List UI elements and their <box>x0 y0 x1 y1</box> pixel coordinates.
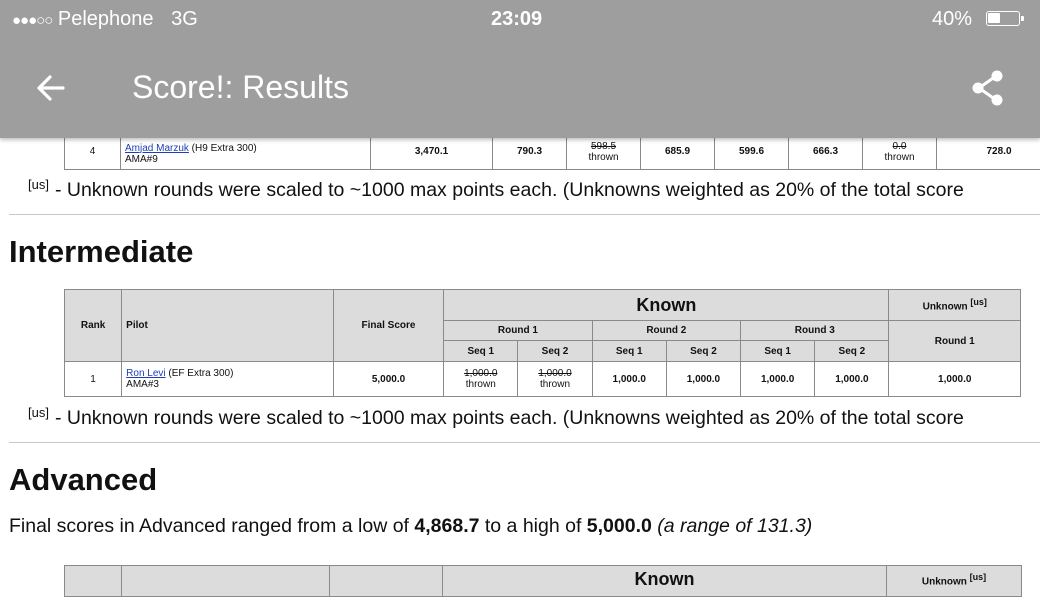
note-marker: [us] <box>28 405 49 420</box>
round3-header: Round 3 <box>741 321 889 341</box>
known-header: Known <box>443 566 887 597</box>
header-row <box>65 566 1022 597</box>
share-icon <box>968 68 1008 108</box>
pilot-id: AMA#3 <box>126 379 329 390</box>
unknown-header-marker: [us] <box>970 572 987 582</box>
seq2-header: Seq 2 <box>666 341 740 362</box>
advanced-title: Advanced <box>9 462 157 498</box>
thrown-score-cell <box>518 362 592 397</box>
unknown-rounds-note <box>28 177 964 202</box>
final-score-cell: 3,470.1 <box>371 134 493 170</box>
final-score-header <box>330 566 443 597</box>
status-bar <box>12 8 198 31</box>
top-results-table <box>64 133 1040 170</box>
header-row <box>65 290 1021 321</box>
pilot-plane: (EF Extra 300) <box>166 368 234 379</box>
range-low: 4,868.7 <box>414 515 479 537</box>
pilot-cell <box>121 134 371 170</box>
rank-header <box>65 566 122 597</box>
unknown-header-label: Unknown <box>922 576 967 587</box>
range-mid: to a high of <box>479 515 586 537</box>
score-cell: 666.3 <box>789 134 863 170</box>
seq1-header: Seq 1 <box>741 341 815 362</box>
thrown-label: thrown <box>867 152 932 163</box>
pilot-link[interactable]: Amjad Marzuk <box>125 143 189 154</box>
intermediate-title: Intermediate <box>9 234 193 270</box>
round2-header: Round 2 <box>592 321 740 341</box>
network-type: 3G <box>171 8 198 30</box>
rank-header: Rank <box>65 290 122 362</box>
score-cell: 599.6 <box>715 134 789 170</box>
unknown-score-cell: 728.0 <box>937 134 1040 170</box>
thrown-score-cell <box>444 362 518 397</box>
seq2-header: Seq 2 <box>815 341 889 362</box>
final-score-cell: 5,000.0 <box>333 362 443 397</box>
note-marker: [us] <box>28 177 49 192</box>
section-divider <box>9 214 1040 215</box>
seq1-header: Seq 1 <box>444 341 518 362</box>
thrown-score-value: 598.5 <box>571 141 636 152</box>
unknown-header-label: Unknown <box>923 302 968 313</box>
score-cell: 1,000.0 <box>741 362 815 397</box>
thrown-score-value: 0.0 <box>867 141 932 152</box>
carrier-name: Pelephone <box>58 8 154 30</box>
round1-header: Round 1 <box>444 321 592 341</box>
unknown-round1-header: Round 1 <box>889 321 1021 362</box>
range-high: 5,000.0 <box>587 515 652 537</box>
note-text: - Unknown rounds were scaled to ~1000 max points each. (Unknowns weighted as 20% of the total score <box>55 179 964 201</box>
seq2-header: Seq 2 <box>518 341 592 362</box>
score-cell: 685.9 <box>641 134 715 170</box>
final-score-header: Final Score <box>333 290 443 362</box>
thrown-label: thrown <box>448 379 513 390</box>
known-header: Known <box>444 290 889 321</box>
app-bar <box>0 0 1040 138</box>
rank-cell: 1 <box>65 362 122 397</box>
range-note: (a range of 131.3) <box>657 515 812 537</box>
thrown-score-value: 1,000.0 <box>448 368 513 379</box>
pilot-plane: (H9 Extra 300) <box>189 143 257 154</box>
score-cell: 1,000.0 <box>815 362 889 397</box>
battery-percent: 40% <box>932 8 972 31</box>
pilot-header: Pilot <box>122 290 334 362</box>
unknown-header-marker: [us] <box>970 297 987 307</box>
score-cell: 790.3 <box>493 134 567 170</box>
battery-icon <box>986 11 1020 26</box>
score-cell: 1,000.0 <box>592 362 666 397</box>
score-cell: 1,000.0 <box>666 362 740 397</box>
advanced-results-table <box>64 565 1022 597</box>
app-title: Score!: Results <box>132 69 349 106</box>
unknown-header <box>887 566 1022 597</box>
thrown-score-cell <box>863 134 937 170</box>
range-prefix: Final scores in Advanced ranged from a low of <box>9 515 414 537</box>
seq1-header: Seq 1 <box>592 341 666 362</box>
pilot-header <box>122 566 330 597</box>
thrown-label: thrown <box>571 152 636 163</box>
rank-cell: 4 <box>65 134 121 170</box>
thrown-score-value: 1,000.0 <box>522 368 587 379</box>
advanced-range-text <box>9 515 812 538</box>
note-text: - Unknown rounds were scaled to ~1000 max points each. (Unknowns weighted as 20% of the total score <box>55 407 964 429</box>
thrown-label: thrown <box>522 379 587 390</box>
table-row <box>65 134 1040 170</box>
unknown-score-cell: 1,000.0 <box>889 362 1021 397</box>
pilot-id: AMA#9 <box>125 154 366 165</box>
unknown-header <box>889 290 1021 321</box>
pilot-link[interactable]: Ron Levi <box>126 368 165 379</box>
arrow-left-icon <box>33 70 69 106</box>
intermediate-results-table <box>64 289 1021 397</box>
pilot-cell <box>122 362 334 397</box>
status-time: 23:09 <box>491 8 542 31</box>
thrown-score-cell <box>567 134 641 170</box>
share-button[interactable] <box>968 68 1008 108</box>
section-divider <box>9 442 1040 443</box>
table-row <box>65 362 1021 397</box>
signal-strength: ●●●○○ <box>12 12 52 29</box>
back-button[interactable] <box>33 70 69 106</box>
unknown-rounds-note <box>28 405 964 430</box>
